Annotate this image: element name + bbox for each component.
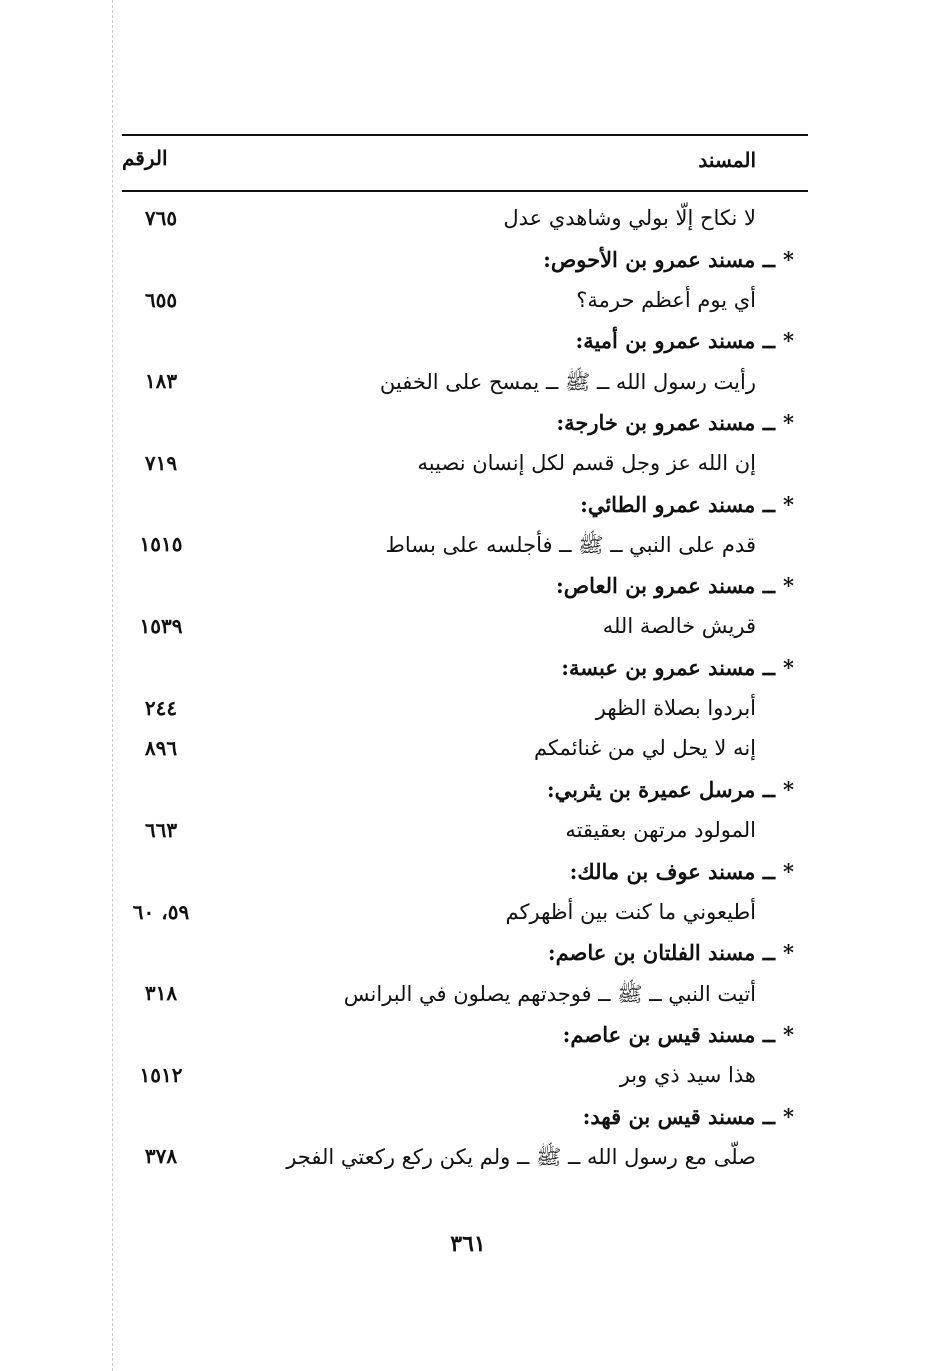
section-marker: * xyxy=(783,246,794,272)
section-marker: * xyxy=(783,940,794,966)
index-page xyxy=(122,134,808,1179)
section-heading-text: ــ مسند قيس بن قهد: xyxy=(582,1103,776,1129)
hadith-entry-text: المولود مرتهن بعقيقته xyxy=(565,817,756,842)
hadith-entry-row xyxy=(122,1057,808,1098)
hadith-entry-text: قريش خالصة الله xyxy=(602,613,756,638)
section-heading-row xyxy=(122,853,808,894)
section-heading-row xyxy=(122,567,808,608)
hadith-number: ٨٩٦ xyxy=(144,736,178,761)
section-heading-row xyxy=(122,322,808,363)
hadith-entry-text: أي يوم أعظم حرمة؟ xyxy=(576,287,756,312)
hadith-entry-row xyxy=(122,608,808,649)
section-marker: * xyxy=(783,1021,794,1047)
section-marker: * xyxy=(783,328,794,354)
section-marker: * xyxy=(783,858,794,884)
hadith-number: ١٨٣ xyxy=(144,369,178,394)
hadith-number: ٢٤٤ xyxy=(144,695,178,720)
section-heading-row xyxy=(122,934,808,975)
hadith-entry-text: إنه لا يحل لي من غنائمكم xyxy=(533,736,756,761)
hadith-number: ٣٧٨ xyxy=(144,1144,178,1169)
hadith-entry-text: لا نكاح إلّا بولي وشاهدي عدل xyxy=(503,206,756,230)
hadith-number: ٧٦٥ xyxy=(144,206,178,230)
header-rule-bottom xyxy=(122,190,808,192)
section-marker: * xyxy=(783,573,794,599)
hadith-entry-row xyxy=(122,282,808,323)
section-heading-text: ــ مسند قيس بن عاصم: xyxy=(562,1021,776,1047)
section-marker: * xyxy=(783,409,794,435)
hadith-number: ٥٩، ٦٠ xyxy=(132,899,190,924)
hadith-number: ٦٥٥ xyxy=(144,287,178,312)
hadith-number: ١٥٣٩ xyxy=(139,613,183,638)
hadith-entry-text: صلّى مع رسول الله ــ ﷺ ــ ولم يكن ركع ركعتي الفجر xyxy=(286,1145,756,1170)
column-header-number: الرقم xyxy=(122,146,168,170)
section-heading-row xyxy=(122,404,808,445)
hadith-entry-row xyxy=(122,975,808,1016)
hadith-entry-row xyxy=(122,445,808,486)
page-number: ٣٦١ xyxy=(450,1231,486,1257)
section-heading-row xyxy=(122,241,808,282)
section-heading-text: ــ مرسل عميرة بن يثربي: xyxy=(546,777,776,803)
section-heading-text: ــ مسند عمرو بن خارجة: xyxy=(556,409,776,435)
section-heading-row xyxy=(122,1016,808,1057)
hadith-entry-row xyxy=(122,363,808,404)
hadith-entry-row xyxy=(122,690,808,731)
hadith-entry-text: هذا سيد ذي وبر xyxy=(619,1062,756,1087)
hadith-number: ١٥١٢ xyxy=(139,1062,183,1087)
hadith-entry-text: إن الله عز وجل قسم لكل إنسان نصيبه xyxy=(417,450,756,475)
section-heading-text: ــ مسند عمرو الطائي: xyxy=(580,491,776,517)
section-heading-text: ــ مسند عمرو بن أمية: xyxy=(575,328,776,354)
section-heading-text: ــ مسند عمرو بن الأحوص: xyxy=(543,246,776,272)
hadith-number: ٧١٩ xyxy=(144,450,178,475)
section-heading-row xyxy=(122,771,808,812)
section-heading-text: ــ مسند الفلتان بن عاصم: xyxy=(547,940,776,966)
section-marker: * xyxy=(783,491,794,517)
hadith-entry-row xyxy=(122,812,808,853)
column-header-musnad: المسند xyxy=(698,148,756,172)
hadith-entry-row xyxy=(122,1138,808,1179)
section-heading-row xyxy=(122,649,808,690)
hadith-entry-row xyxy=(122,200,808,241)
section-heading-text: ــ مسند عمرو بن عبسة: xyxy=(561,654,776,680)
section-marker: * xyxy=(783,654,794,680)
hadith-entry-row xyxy=(122,730,808,771)
table-header xyxy=(122,136,808,188)
binding-gutter-line xyxy=(112,0,113,1371)
section-marker: * xyxy=(783,1103,794,1129)
hadith-number: ٦٦٣ xyxy=(144,817,178,842)
hadith-entry-text: أتيت النبي ــ ﷺ ــ فوجدتهم يصلون في البرانس xyxy=(343,982,756,1007)
hadith-entry-text: أبردوا بصلاة الظهر xyxy=(595,695,756,720)
hadith-entry-text: أطيعوني ما كنت بين أظهركم xyxy=(505,899,756,924)
section-heading-text: ــ مسند عمرو بن العاص: xyxy=(555,573,776,599)
index-rows xyxy=(122,200,808,1179)
section-heading-row xyxy=(122,1098,808,1139)
hadith-entry-row xyxy=(122,894,808,935)
section-heading-row xyxy=(122,486,808,527)
hadith-entry-row xyxy=(122,526,808,567)
hadith-number: ١٥١٥ xyxy=(139,532,183,557)
section-heading-text: ــ مسند عوف بن مالك: xyxy=(569,858,776,884)
hadith-number: ٣١٨ xyxy=(144,981,178,1006)
hadith-entry-text: قدم على النبي ــ ﷺ ــ فأجلسه على بساط xyxy=(385,533,756,558)
section-marker: * xyxy=(783,777,794,803)
hadith-entry-text: رأيت رسول الله ــ ﷺ ــ يمسح على الخفين xyxy=(379,370,756,395)
